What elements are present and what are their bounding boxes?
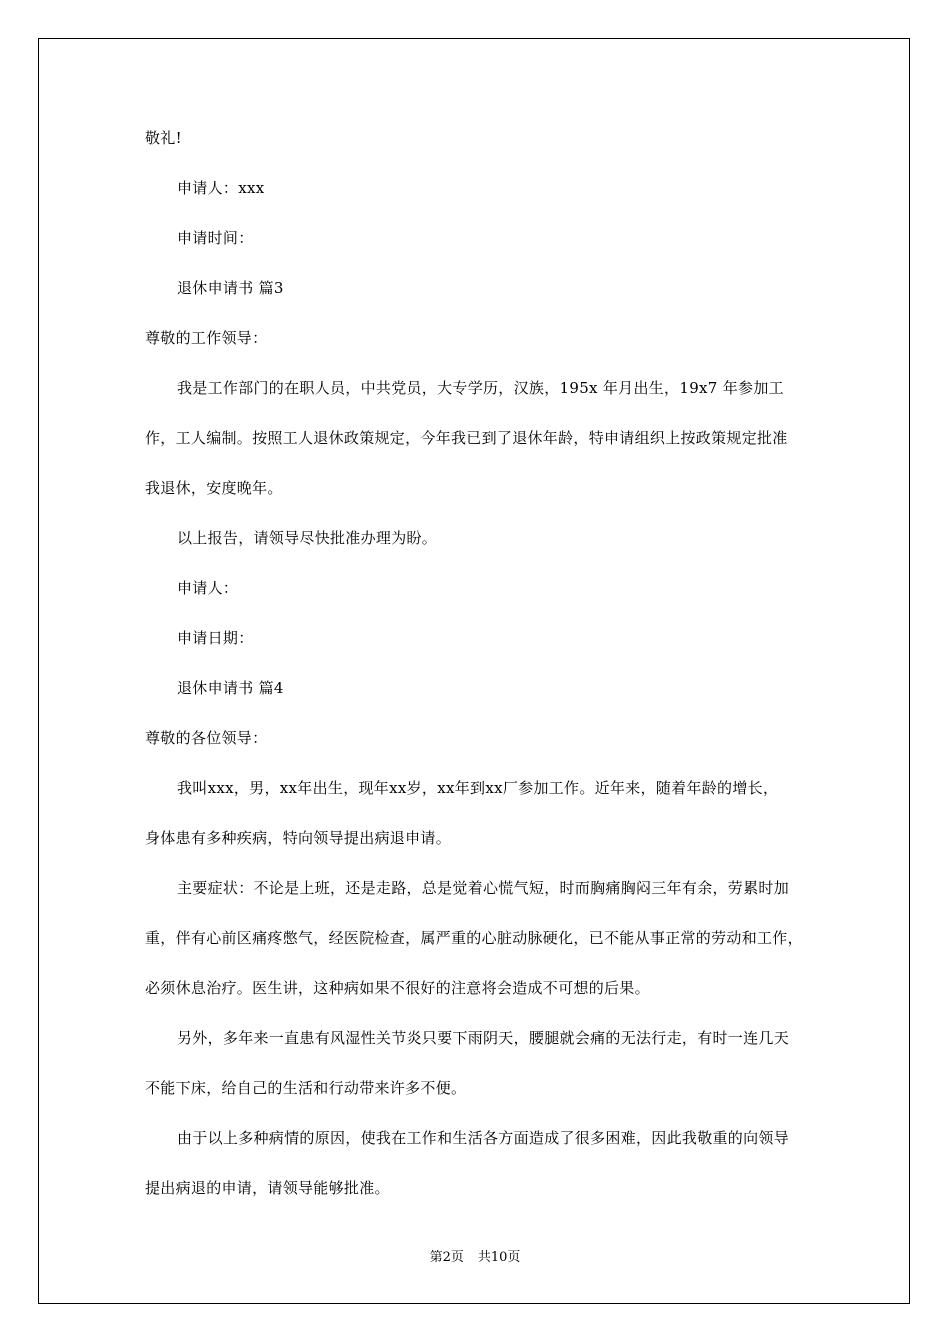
applicant-line: 申请人：xxx — [177, 179, 265, 197]
paragraph-line: 必须休息治疗。医生讲，这种病如果不很好的注意将会造成不可想的后果。 — [145, 979, 650, 997]
applicant-line: 申请人： — [177, 579, 239, 597]
paragraph-line: 不能下床，给自己的生活和行动带来许多不便。 — [145, 1079, 467, 1097]
paragraph-line: 我叫xxx，男，xx年出生，现年xx岁，xx年到xx厂参加工作。近年来，随着年龄的增长， — [177, 779, 779, 797]
paragraph-line: 作，工人编制。按照工人退休政策规定，今年我已到了退休年龄，特申请组织上按政策规定批准 — [145, 429, 788, 447]
paragraph-line: 提出病退的申请，请领导能够批准。 — [145, 1179, 390, 1197]
paragraph-line: 身体患有多种疾病，特向领导提出病退申请。 — [145, 829, 452, 847]
paragraph-line: 另外，多年来一直患有风湿性关节炎只要下雨阴天，腰腿就会痛的无法行走，有时一连几天 — [177, 1029, 790, 1047]
paragraph-line: 重，伴有心前区痛疼憋气，经医院检查，属严重的心脏动脉硬化，已不能从事正常的劳动和工作， — [145, 929, 803, 947]
page-footer — [0, 1250, 950, 1266]
salutation-3: 尊敬的工作领导： — [145, 329, 268, 347]
paragraph-line: 我退休，安度晚年。 — [145, 479, 283, 497]
paragraph-line: 以上报告，请领导尽快批准办理为盼。 — [177, 529, 438, 547]
paragraph-line: 由于以上多种病情的原因，使我在工作和生活各方面造成了很多困难，因此我敬重的向领导 — [177, 1129, 790, 1147]
page-frame — [38, 38, 910, 1304]
section-heading-3: 退休申请书 篇3 — [177, 279, 284, 297]
application-time-line: 申请时间： — [177, 229, 254, 247]
salutation-4: 尊敬的各位领导： — [145, 729, 268, 747]
closing-salutation: 敬礼! — [145, 129, 182, 147]
section-heading-4: 退休申请书 篇4 — [177, 679, 284, 697]
page-number: 第2页 — [429, 1250, 464, 1265]
paragraph-line: 我是工作部门的在职人员，中共党员，大专学历，汉族，195x 年月出生，19x7 年参加工 — [177, 379, 784, 397]
application-date-line: 申请日期： — [177, 629, 254, 647]
page-total: 共10页 — [477, 1250, 521, 1265]
paragraph-line: 主要症状：不论是上班，还是走路，总是觉着心慌气短，时而胸痛胸闷三年有余，劳累时加 — [177, 879, 790, 897]
